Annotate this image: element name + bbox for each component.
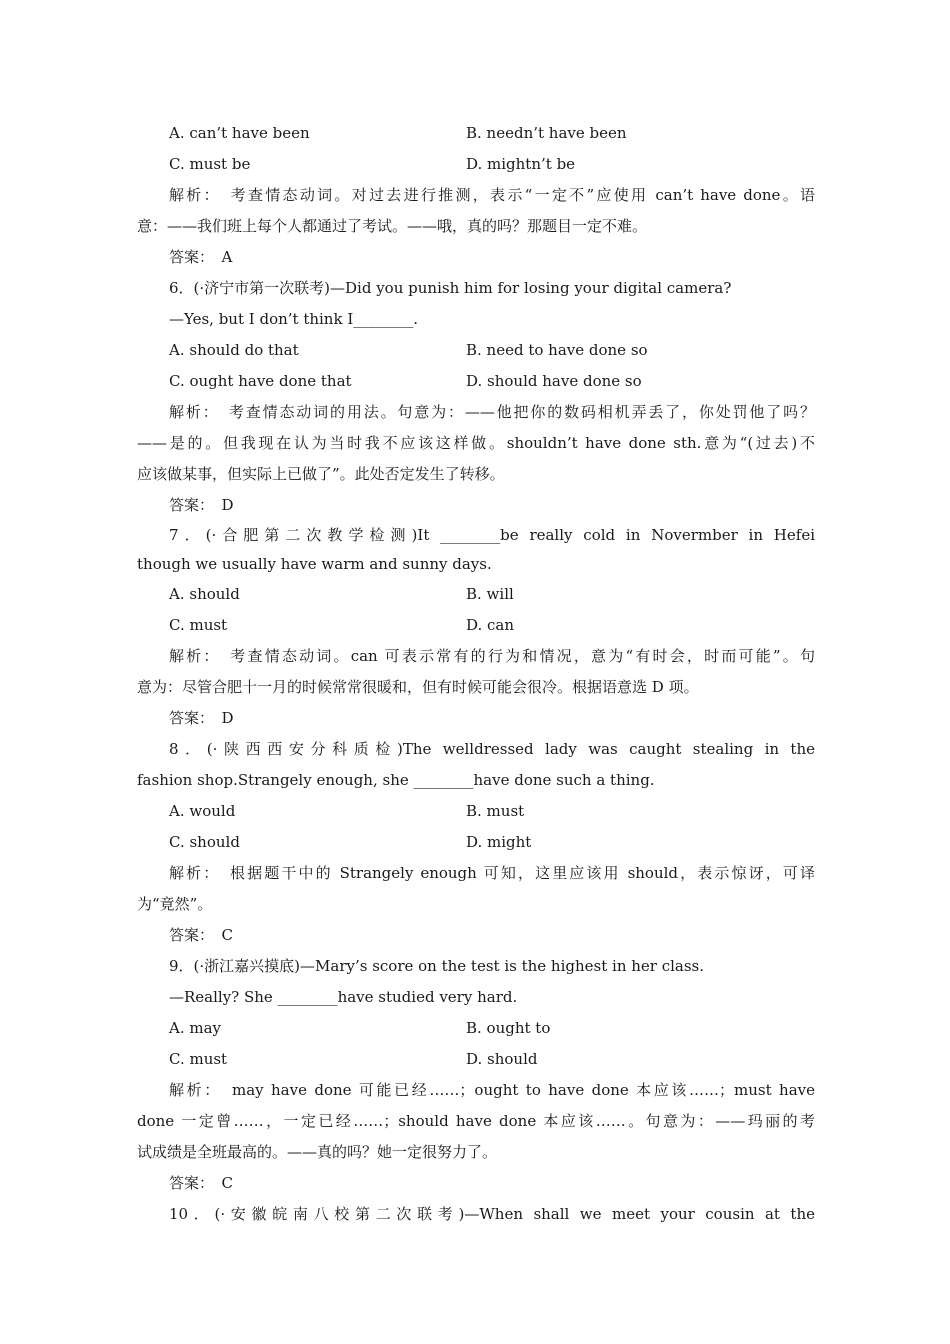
answer-options-row — [137, 1013, 815, 1044]
option-right: D. should — [466, 1050, 538, 1068]
option-left: C. must — [169, 1050, 228, 1068]
option-left: C. should — [169, 833, 240, 851]
answer-options-row — [137, 610, 815, 641]
text-line: 答案： C — [169, 926, 233, 944]
option-right: D. might — [466, 833, 532, 851]
answer-options-row — [137, 827, 815, 858]
text-line: —Really? She ________have studied very hard. — [169, 988, 518, 1006]
text-line: 解析： 根据题干中的 Strangely enough 可知，这里应该用 should，表示惊讶，可译 — [169, 864, 815, 882]
answer-options-row — [137, 366, 815, 397]
answer-options-row — [137, 335, 815, 366]
text-line: 试成绩是全班最高的。——真的吗？她一定很努力了。 — [137, 1143, 498, 1161]
answer-options-row — [137, 579, 815, 610]
option-left: A. may — [169, 1019, 222, 1037]
option-right: B. ought to — [466, 1019, 551, 1037]
text-line: 解析： 考查情态动词。can 可表示常有的行为和情况，意为“有时会，时而可能”。句 — [169, 647, 815, 665]
text-line: done 一定曾……，一定已经……；should have done 本应该……。句意为：——玛丽的考 — [137, 1112, 815, 1130]
text-line: 意为：尽管合肥十一月的时候常常很暖和，但有时候可能会很冷。根据语意选 D 项。 — [137, 678, 699, 696]
option-left: C. must — [169, 616, 228, 634]
option-left: A. would — [169, 802, 236, 820]
text-line: 解析： 考查情态动词的用法。句意为：——他把你的数码相机弄丢了，你处罚他了吗？ — [169, 403, 815, 421]
text-line: though we usually have warm and sunny days. — [137, 555, 492, 573]
text-line: 意：——我们班上每个人都通过了考试。——哦，真的吗？那题目一定不难。 — [137, 217, 648, 235]
text-line: 7．(·合肥第二次教学检测)It ________be really cold in Novermber in Hefei — [169, 526, 815, 544]
text-line: 6．(·济宁市第一次联考)—Did you punish him for losing your digital camera? — [169, 279, 732, 297]
text-line: —Yes, but I don’t think I________. — [169, 310, 419, 328]
answer-options-row — [137, 149, 815, 180]
answer-options-row — [137, 796, 815, 827]
option-right: B. will — [466, 585, 514, 603]
option-left: A. can’t have been — [169, 124, 310, 142]
text-line: 8．(·陕西西安分科质检)The welldressed lady was caught stealing in the — [169, 740, 815, 758]
text-line: fashion shop.Strangely enough, she ________have done such a thing. — [137, 771, 655, 789]
option-right: B. need to have done so — [466, 341, 648, 359]
text-line: 解析： 考查情态动词。对过去进行推测，表示“一定不”应使用 can’t have done。语 — [169, 186, 815, 204]
text-line: 答案： C — [169, 1174, 233, 1192]
text-line: 9．(·浙江嘉兴摸底)—Mary’s score on the test is the highest in her class. — [169, 957, 705, 975]
answer-options-row — [137, 1044, 815, 1075]
text-line: 解析： may have done 可能已经……；ought to have done 本应该……；must have — [169, 1081, 815, 1099]
text-line: 10．(·安徽皖南八校第二次联考)—When shall we meet your cousin at the — [169, 1205, 815, 1223]
text-line: 答案： D — [169, 709, 234, 727]
option-right: D. can — [466, 616, 515, 634]
option-left: C. ought have done that — [169, 372, 352, 390]
option-right: D. should have done so — [466, 372, 642, 390]
text-line: ——是的。但我现在认为当时我不应该这样做。shouldn’t have done sth.意为“(过去)不 — [137, 434, 815, 452]
answer-options-row — [137, 118, 815, 149]
text-line: 答案： A — [169, 248, 233, 266]
text-line: 为“竟然”。 — [137, 895, 213, 913]
text-line: 答案： D — [169, 496, 234, 514]
option-right: B. must — [466, 802, 525, 820]
document-body — [137, 118, 815, 1230]
option-right: B. needn’t have been — [466, 124, 627, 142]
text-line: 应该做某事，但实际上已做了”。此处否定发生了转移。 — [137, 465, 505, 483]
option-left: C. must be — [169, 155, 251, 173]
option-right: D. mightn’t be — [466, 155, 576, 173]
option-left: A. should do that — [169, 341, 299, 359]
option-left: A. should — [169, 585, 240, 603]
